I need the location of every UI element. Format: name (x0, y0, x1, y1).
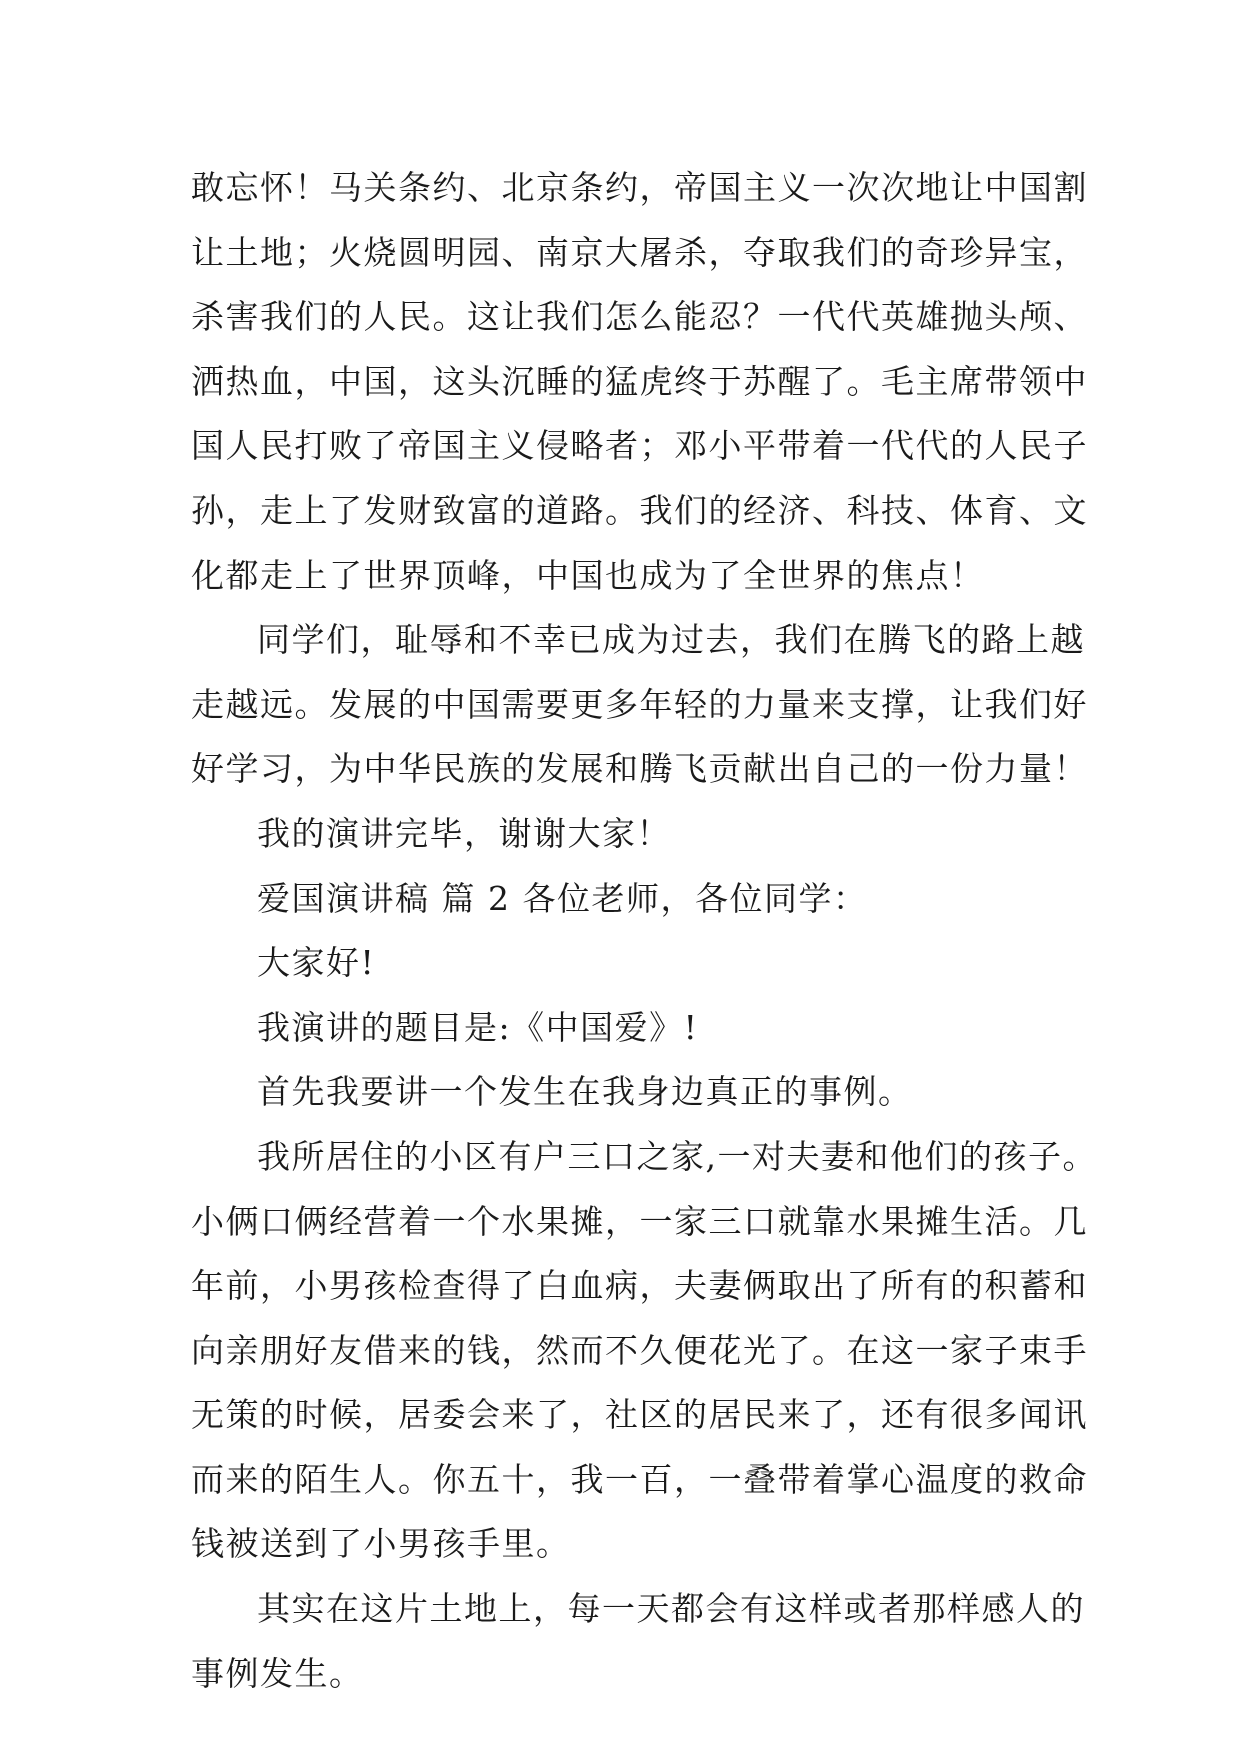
text-line: 洒热血，中国，这头沉睡的猛虎终于苏醒了。毛主席带领中 (191, 361, 1088, 401)
text-line: 其实在这片土地上，每一天都会有这样或者那样感人的 (257, 1589, 1085, 1629)
text-line: 化都走上了世界顶峰，中国也成为了全世界的焦点！ (191, 555, 985, 595)
text-line: 同学们，耻辱和不幸已成为过去，我们在腾飞的路上越 (257, 620, 1085, 660)
text-line: 大家好! (257, 943, 376, 983)
text-line: 钱被送到了小男孩手里。 (191, 1524, 571, 1564)
text-line: 走越远。发展的中国需要更多年轻的力量来支撑，让我们好 (191, 684, 1088, 724)
text-line: 事例发生。 (191, 1653, 364, 1693)
text-line: 好学习，为中华民族的发展和腾飞贡献出自己的一份力量！ (191, 749, 1088, 789)
text-line: 敢忘怀！马关条约、北京条约，帝国主义一次次地让中国割 (191, 168, 1088, 207)
text-line: 小俩口俩经营着一个水果摊，一家三口就靠水果摊生活。几 (191, 1201, 1088, 1241)
text-line: 杀害我们的人民。这让我们怎么能忍？一代代英雄抛头颅、 (191, 297, 1088, 337)
text-line: 爱国演讲稿 篇 2 各位老师，各位同学： (257, 878, 868, 918)
document-body (191, 156, 1097, 1706)
text-line: 让土地；火烧圆明园、南京大屠杀，夺取我们的奇珍异宝， (191, 232, 1088, 272)
text-line: 我的演讲完毕，谢谢大家！ (257, 813, 671, 853)
text-line: 我所居住的小区有户三口之家,一对夫妻和他们的孩子。 (257, 1136, 1097, 1176)
text-line: 向亲朋好友借来的钱，然而不久便花光了。在这一家子束手 (191, 1330, 1088, 1370)
text-line: 无策的时候，居委会来了，社区的居民来了，还有很多闻讯 (191, 1395, 1088, 1435)
text-line: 孙，走上了发财致富的道路。我们的经济、科技、体育、文 (191, 490, 1088, 530)
text-line: 国人民打败了帝国主义侵略者；邓小平带着一代代的人民子 (191, 426, 1088, 466)
text-line: 而来的陌生人。你五十，我一百，一叠带着掌心温度的救命 (191, 1459, 1088, 1499)
text-line: 首先我要讲一个发生在我身边真正的事例。 (257, 1072, 913, 1112)
text-line: 年前，小男孩检查得了白血病，夫妻俩取出了所有的积蓄和 (191, 1266, 1088, 1306)
text-line: 我演讲的题目是:《中国爱》! (257, 1007, 699, 1047)
